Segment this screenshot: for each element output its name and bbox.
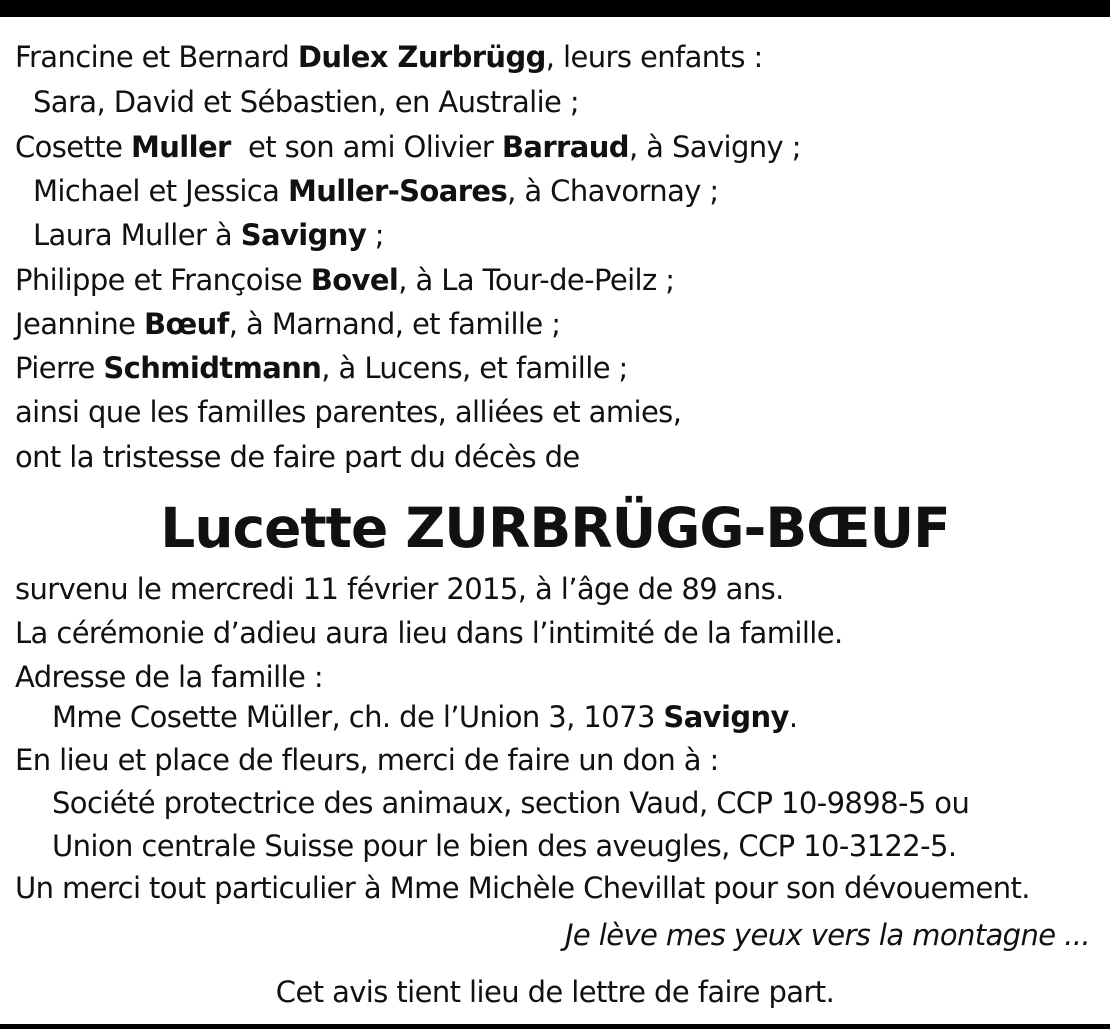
closing-quote: Je lève mes yeux vers la montagne ... [564, 918, 1090, 952]
bottom-border-rule [0, 1024, 1110, 1029]
details-line-6: Société protectrice des animaux, section Vaud, CCP 10-9898-5 ou [52, 786, 970, 820]
details-line-2: La cérémonie d’adieu aura lieu dans l’intimité de la famille. [15, 616, 843, 650]
family-line-9: ainsi que les familles parentes, alliées et amies, [15, 395, 682, 429]
footer-notice: Cet avis tient lieu de lettre de faire part. [275, 975, 835, 1009]
family-line-7: Jeannine Bœuf, à Marnand, et famille ; [15, 307, 561, 341]
details-line-3: Adresse de la famille : [15, 660, 324, 694]
family-line-4: Michael et Jessica Muller-Soares, à Chavornay ; [33, 174, 719, 208]
family-line-6: Philippe et Françoise Bovel, à La Tour-de-Peilz ; [15, 263, 675, 297]
deceased-name-heading: Lucette ZURBRÜGG-BŒUF [160, 496, 950, 560]
details-line-8: Un merci tout particulier à Mme Michèle Chevillat pour son dévouement. [15, 871, 1030, 905]
details-line-4: Mme Cosette Müller, ch. de l’Union 3, 1073 Savigny. [52, 700, 798, 734]
details-line-7: Union centrale Suisse pour le bien des aveugles, CCP 10-3122-5. [52, 829, 957, 863]
details-line-1: survenu le mercredi 11 février 2015, à l’âge de 89 ans. [15, 572, 784, 606]
top-border-rule [0, 0, 1110, 17]
family-line-5: Laura Muller à Savigny ; [33, 218, 384, 252]
family-line-10: ont la tristesse de faire part du décès de [15, 440, 580, 474]
details-line-5: En lieu et place de fleurs, merci de faire un don à : [15, 743, 719, 777]
family-line-3: Cosette Muller et son ami Olivier Barraud, à Savigny ; [15, 130, 801, 164]
family-line-2: Sara, David et Sébastien, en Australie ; [33, 85, 580, 119]
family-line-1: Francine et Bernard Dulex Zurbrügg, leurs enfants : [15, 40, 763, 74]
family-line-8: Pierre Schmidtmann, à Lucens, et famille ; [15, 351, 628, 385]
